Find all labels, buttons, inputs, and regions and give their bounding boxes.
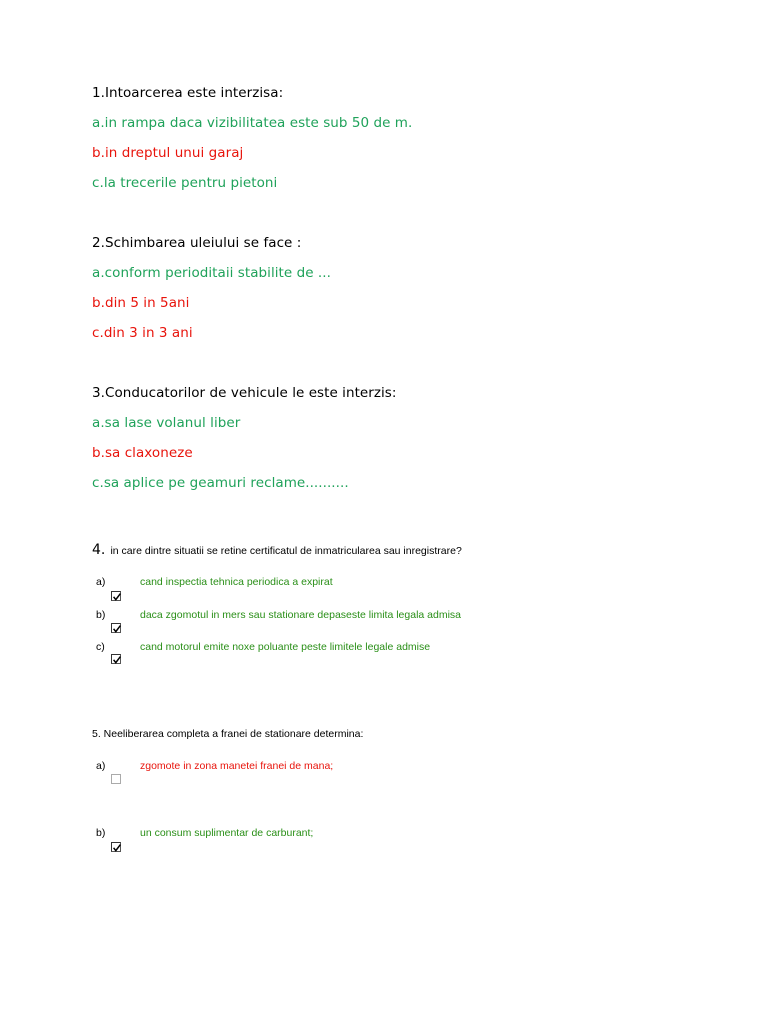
question-5-option-a-checkbox[interactable] <box>111 774 121 784</box>
question-3-answer-a: a.sa lase volanul liber <box>92 415 241 431</box>
question-4-option-c-checkbox[interactable] <box>111 654 121 664</box>
question-2-answer-c: c.din 3 in 3 ani <box>92 325 193 341</box>
question-3-title: 3.Conducatorilor de vehicule le este interzis: <box>92 385 397 401</box>
checkmark-icon <box>112 655 122 665</box>
question-4-option-c-text: cand motorul emite noxe poluante peste limitele legale admise <box>140 641 431 653</box>
question-3-answer-b: b.sa claxoneze <box>92 445 193 461</box>
question-4-number: 4. <box>92 542 106 558</box>
question-5-title: 5. Neeliberarea completa a franei de stationare determina: <box>92 728 364 740</box>
question-4-title: in care dintre situatii se retine certificatul de inmatricularea sau inregistrare? <box>110 545 462 557</box>
question-5-option-b-letter: b) <box>96 827 106 839</box>
question-5-option-a-letter: a) <box>96 760 106 772</box>
question-2-answer-b: b.din 5 in 5ani <box>92 295 190 311</box>
question-4-option-b-checkbox[interactable] <box>111 623 121 633</box>
question-1-answer-a: a.in rampa daca vizibilitatea este sub 50 de m. <box>92 115 413 131</box>
question-5-option-a-text: zgomote in zona manetei franei de mana; <box>140 760 334 772</box>
checkmark-icon <box>112 624 122 634</box>
checkmark-icon <box>112 592 122 602</box>
question-4-heading <box>92 539 462 558</box>
question-2-answer-a: a.conform perioditaii stabilite de ... <box>92 265 331 281</box>
checkmark-icon <box>112 843 122 853</box>
question-4-option-a-checkbox[interactable] <box>111 591 121 601</box>
question-1-answer-b: b.in dreptul unui garaj <box>92 145 244 161</box>
question-4-option-b-text: daca zgomotul in mers sau stationare depaseste limita legala admisa <box>140 609 462 621</box>
question-5-option-b-checkbox[interactable] <box>111 842 121 852</box>
question-4-option-a-letter: a) <box>96 576 106 588</box>
question-1-answer-c: c.la trecerile pentru pietoni <box>92 175 278 191</box>
question-4-option-b-letter: b) <box>96 609 106 621</box>
question-3-answer-c: c.sa aplice pe geamuri reclame.......... <box>92 475 349 491</box>
question-1-title: 1.Intoarcerea este interzisa: <box>92 85 284 101</box>
question-2-title: 2.Schimbarea uleiului se face : <box>92 235 302 251</box>
question-4-option-a-text: cand inspectia tehnica periodica a expirat <box>140 576 333 588</box>
question-5-option-b-text: un consum suplimentar de carburant; <box>140 827 314 839</box>
question-4-option-c-letter: c) <box>96 641 105 653</box>
